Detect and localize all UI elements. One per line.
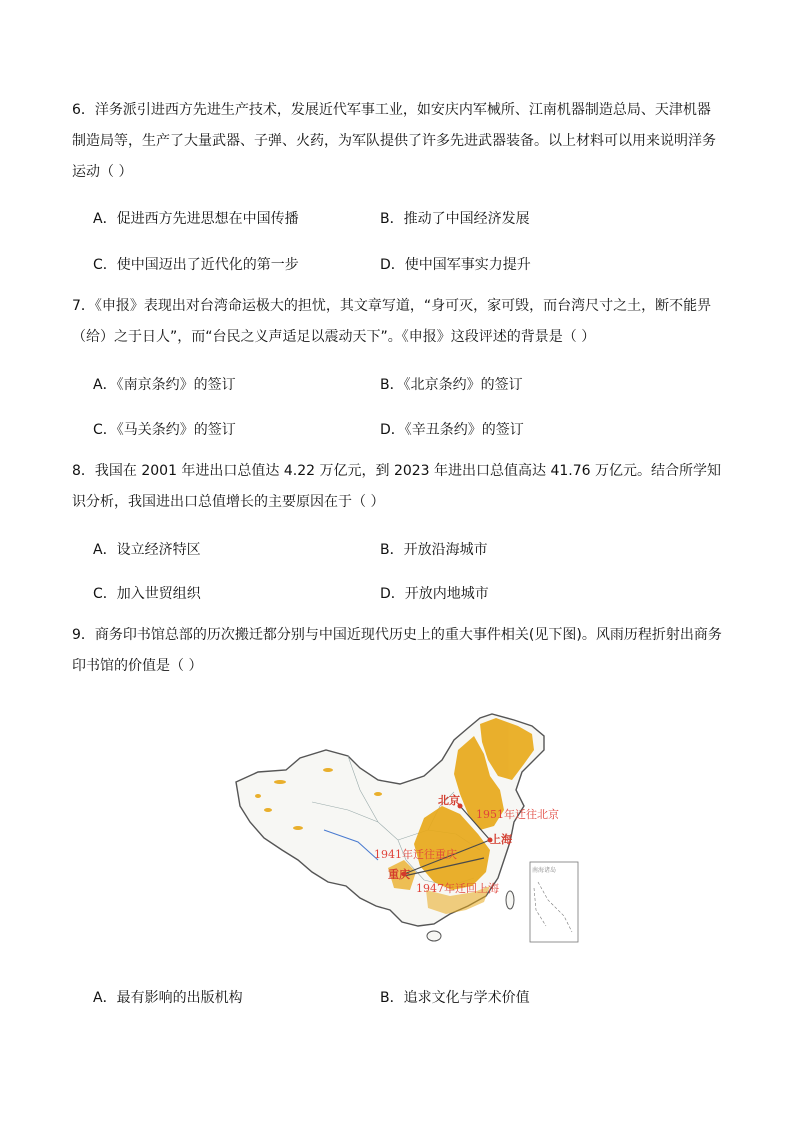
- beijing-label: 北京: [438, 794, 460, 807]
- move-1947-label: 1947年迁回上海: [416, 882, 499, 895]
- taiwan-island: [506, 891, 514, 909]
- china-map-figure: [228, 710, 580, 946]
- question-7-option-b: B．《北京条约》的签订: [380, 377, 523, 393]
- question-6-option-d: D．使中国军事实力提升: [380, 257, 531, 273]
- question-6-stem: 6．洋务派引进西方先进生产技术，发展近代军事工业，如安庆内军械所、江南机器制造总局、天津机器制造局等，生产了大量武器、子弹、火药，为军队提供了许多先进武器装备。以上材料可以用来说明洋务运动（ ）: [72, 102, 716, 180]
- question-9: [72, 620, 724, 682]
- south-china-sea-inset: [530, 862, 578, 942]
- question-6: [72, 95, 724, 188]
- inset-label: 南海诸岛: [532, 867, 557, 874]
- question-6-option-c: C．使中国迈出了近代化的第一步: [93, 257, 299, 273]
- question-8-option-b: B．开放沿海城市: [380, 542, 488, 558]
- question-7: [72, 291, 724, 353]
- question-8: [72, 456, 724, 518]
- question-8-stem: 8．我国在 2001 年进出口总值达 4.22 万亿元，到 2023 年进出口总值高达 41.76 万亿元。结合所学知识分析，我国进出口总值增长的主要原因在于（ ）: [72, 463, 722, 510]
- move-1951-label: 1951年迁往北京: [476, 808, 559, 821]
- chongqing-label: 重庆: [388, 868, 410, 881]
- question-6-option-b: B．推动了中国经济发展: [380, 211, 530, 227]
- question-9-option-a: A．最有影响的出版机构: [93, 990, 243, 1006]
- shanghai-label: 上海: [490, 833, 512, 846]
- question-7-option-a: A．《南京条约》的签订: [93, 377, 236, 393]
- question-7-option-d: D．《辛丑条约》的签订: [380, 422, 524, 438]
- hainan-island: [427, 931, 441, 941]
- question-6-option-a: A．促进西方先进思想在中国传播: [93, 211, 299, 227]
- question-8-option-c: C．加入世贸组织: [93, 586, 201, 602]
- question-9-option-b: B．追求文化与学术价值: [380, 990, 530, 1006]
- question-7-option-c: C．《马关条约》的签订: [93, 422, 236, 438]
- question-7-stem: 7．《申报》表现出对台湾命运极大的担忧，其文章写道，“身可灭，家可毁，而台湾尺寸之土，断不能畀（给）之于日人”，而“台民之义声适足以震动天下”。《申报》这段评述的背景是（ ）: [72, 298, 712, 345]
- question-8-option-d: D．开放内地城市: [380, 586, 489, 602]
- question-8-option-a: A．设立经济特区: [93, 542, 201, 558]
- question-9-stem: 9．商务印书馆总部的历次搬迁都分别与中国近现代历史上的重大事件相关(见下图)。风雨历程折射出商务印书馆的价值是（ ）: [72, 627, 722, 674]
- move-1941-label: 1941年迁往重庆: [374, 848, 457, 861]
